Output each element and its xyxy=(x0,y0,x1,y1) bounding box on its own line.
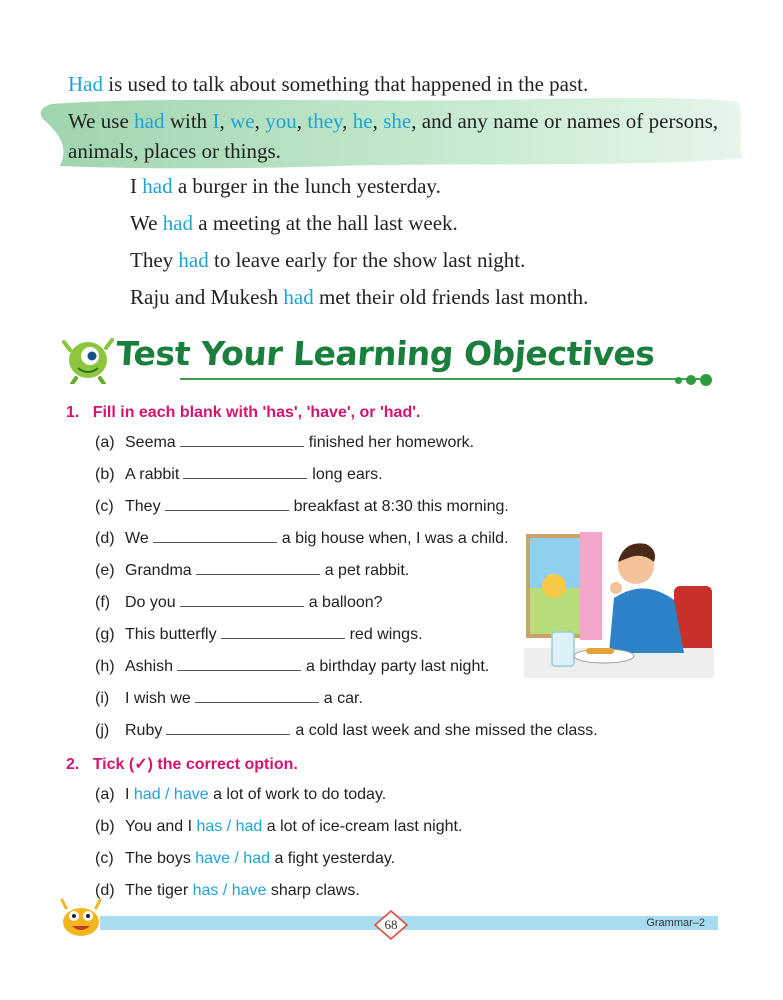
list-item: (b) You and I has / had a lot of ice-cream last night. xyxy=(95,818,463,835)
decor-dot xyxy=(675,377,682,384)
option-choice[interactable]: has / have xyxy=(192,882,267,899)
answer-blank[interactable] xyxy=(166,720,290,735)
answer-blank[interactable] xyxy=(183,464,307,479)
answer-blank[interactable] xyxy=(165,496,289,511)
pronoun-we: we xyxy=(230,109,255,133)
option-choice[interactable]: has / had xyxy=(196,818,263,835)
page-number: 68 xyxy=(384,917,398,932)
list-item: (g) This butterfly red wings. xyxy=(95,626,423,643)
keyword-had: had xyxy=(134,109,165,133)
list-item: (d) We a big house when, I was a child. xyxy=(95,530,509,547)
answer-blank[interactable] xyxy=(177,656,301,671)
pronoun-he: he xyxy=(352,109,373,133)
answer-blank[interactable] xyxy=(153,528,277,543)
example-sentences xyxy=(130,172,588,320)
list-item: (a) I had / have a lot of work to do today. xyxy=(95,786,387,803)
decor-dot xyxy=(686,375,696,385)
footer-bar xyxy=(100,916,718,930)
pronoun-you: you xyxy=(265,109,297,133)
list-item: (h) Ashish a birthday party last night. xyxy=(95,658,490,675)
book-title: Grammar–2 xyxy=(646,917,705,929)
example-sentence: I had a burger in the lunch yesterday. xyxy=(130,174,441,198)
keyword-had: Had xyxy=(68,72,103,96)
heading-underline xyxy=(180,378,700,380)
question-2-items xyxy=(95,784,462,912)
heading-title: Test Your Learning Objectives xyxy=(114,334,656,373)
decor-dot xyxy=(700,374,712,386)
example-sentence: They had to leave early for the show last night. xyxy=(130,248,526,272)
intro-line xyxy=(68,70,738,98)
pronoun-she: she xyxy=(383,109,412,133)
pronoun-i: I xyxy=(212,109,220,133)
answer-blank[interactable] xyxy=(196,560,320,575)
list-item: (j) Ruby a cold last week and she missed the class. xyxy=(95,722,598,739)
pronoun-they: they xyxy=(307,109,343,133)
green-monster-icon xyxy=(62,332,114,384)
answer-blank[interactable] xyxy=(195,688,319,703)
list-item: (c) They breakfast at 8:30 this morning. xyxy=(95,498,509,515)
answer-blank[interactable] xyxy=(180,432,304,447)
list-item: (c) The boys have / had a fight yesterday. xyxy=(95,850,396,867)
question-1-title: 1. Fill in each blank with 'has', 'have', or 'had'. xyxy=(66,404,421,421)
question-1-items xyxy=(95,432,598,752)
intro-text: is used to talk about something that happened in the past. xyxy=(103,72,589,96)
rule-text: We use had with I, we, you, they, he, she, and any name or names of persons, animals, places or things. xyxy=(68,109,719,163)
example-sentence: We had a meeting at the hall last week. xyxy=(130,211,458,235)
example-sentence: Raju and Mukesh had met their old friends last month. xyxy=(130,285,589,309)
boy-eating-illustration xyxy=(524,528,714,678)
list-item: (d) The tiger has / have sharp claws. xyxy=(95,882,360,899)
question-2-title: 2. Tick (✓) the correct option. xyxy=(66,756,298,773)
list-item: (f) Do you a balloon? xyxy=(95,594,383,611)
list-item: (b) A rabbit long ears. xyxy=(95,466,383,483)
yellow-monster-icon xyxy=(58,898,104,938)
list-item: (i) I wish we a car. xyxy=(95,690,363,707)
list-item: (e) Grandma a pet rabbit. xyxy=(95,562,410,579)
option-choice[interactable]: have / had xyxy=(195,850,270,867)
answer-blank[interactable] xyxy=(221,624,345,639)
list-item: (a) Seema finished her homework. xyxy=(95,434,475,451)
option-choice[interactable]: had / have xyxy=(133,786,209,803)
answer-blank[interactable] xyxy=(180,592,304,607)
section-heading xyxy=(60,330,720,390)
